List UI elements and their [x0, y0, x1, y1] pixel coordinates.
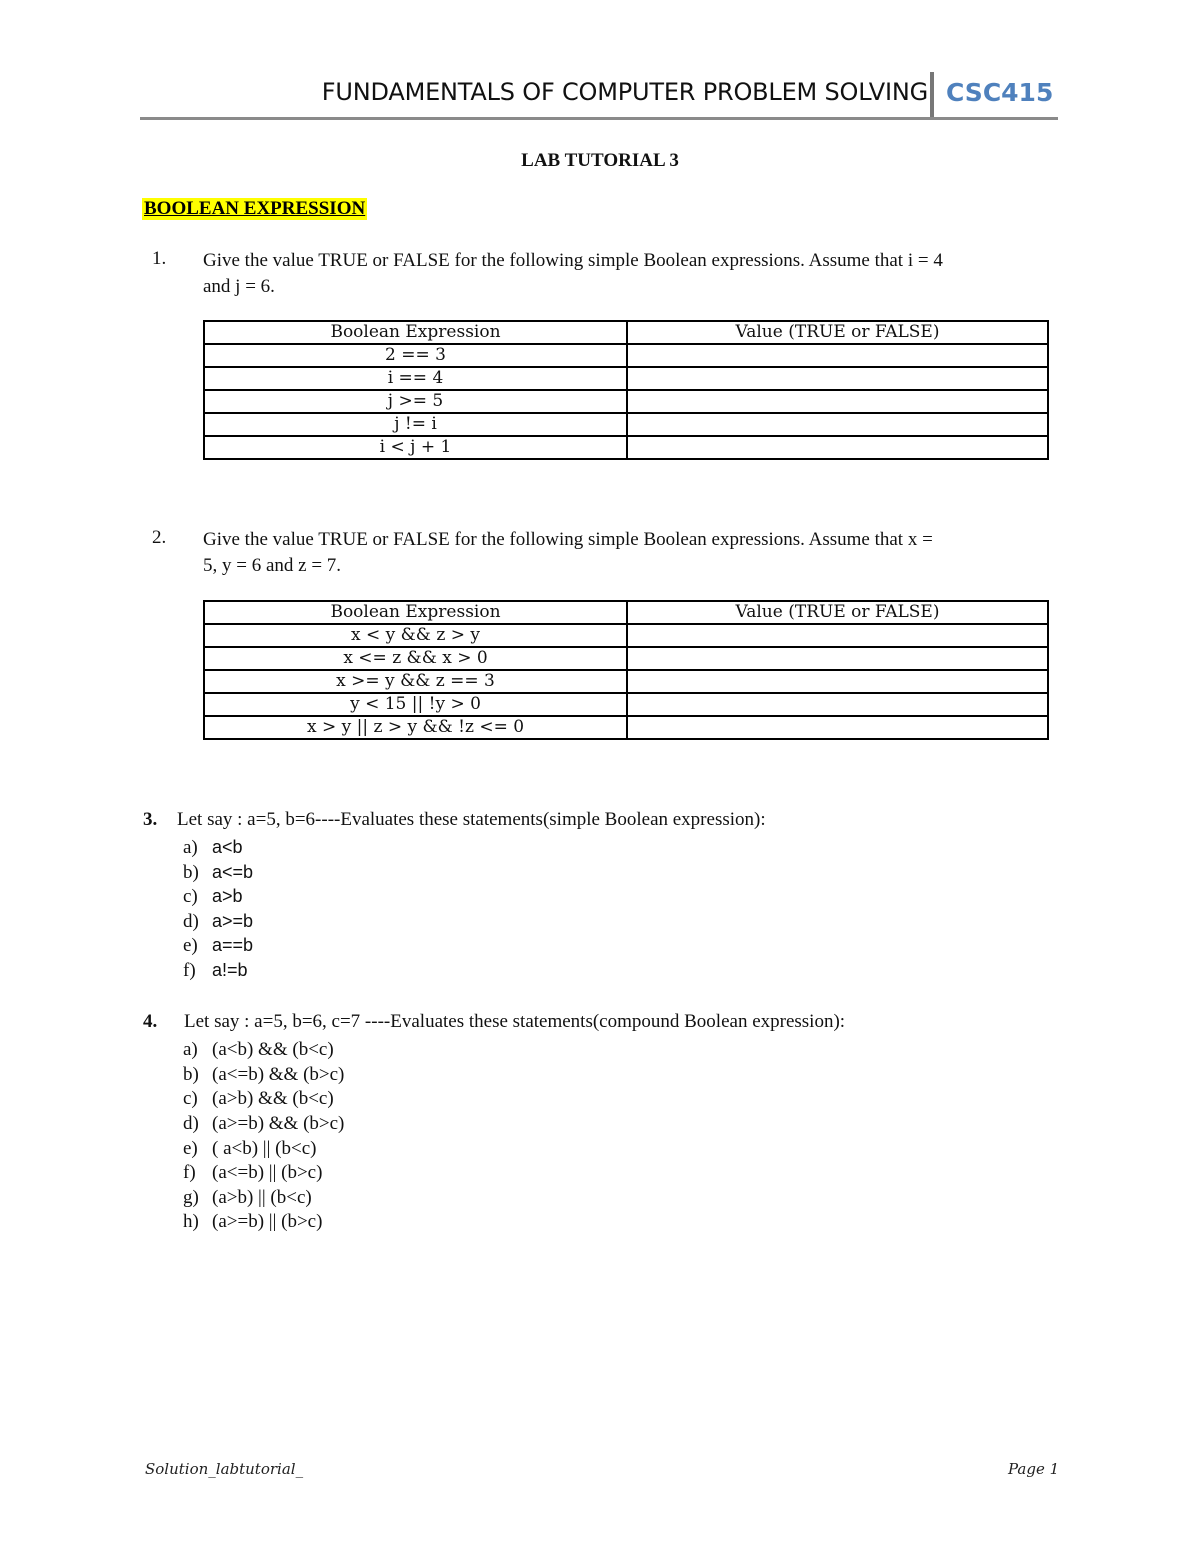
table-row — [204, 413, 1048, 436]
expression-cell: x < y && z > y — [204, 624, 627, 647]
list-item-label: d) — [183, 1113, 199, 1134]
list-item-label: b) — [183, 1064, 199, 1085]
list-item-expr: a<=b — [212, 862, 254, 882]
answer-cell[interactable] — [627, 670, 1048, 693]
expression-cell: i < j + 1 — [204, 436, 627, 459]
answer-cell[interactable] — [627, 647, 1048, 670]
footer-filename: Solution_labtutorial_ — [145, 1460, 304, 1478]
table-row — [204, 693, 1048, 716]
list-item-label: f) — [183, 1162, 196, 1183]
answer-cell[interactable] — [627, 624, 1048, 647]
list-item-expr: ( a<b) || (b<c) — [212, 1138, 317, 1159]
list-item-expr: a==b — [212, 935, 254, 955]
list-item-expr: a<b — [212, 837, 243, 857]
list-item-label: b) — [183, 862, 199, 883]
list-item-expr: a>b — [212, 886, 243, 906]
q2-number: 2. — [152, 527, 167, 548]
expression-cell: y < 15 || !y > 0 — [204, 693, 627, 716]
q4-text: Let say : a=5, b=6, c=7 ----Evaluates these statements(compound Boolean expression): — [184, 1011, 846, 1032]
list-item-expr: (a>=b) && (b>c) — [212, 1113, 345, 1134]
table-row — [204, 624, 1048, 647]
q2-text — [203, 527, 1053, 579]
table-row — [204, 647, 1048, 670]
list-item-expr: (a>b) && (b<c) — [212, 1088, 334, 1109]
answer-cell[interactable] — [627, 716, 1048, 739]
table-header-expression: Boolean Expression — [204, 321, 627, 344]
table-header-value: Value (TRUE or FALSE) — [627, 601, 1048, 624]
list-item-label: c) — [183, 1088, 198, 1109]
table-row — [204, 716, 1048, 739]
footer-page-number: Page 1 — [1008, 1460, 1060, 1478]
expression-cell: j >= 5 — [204, 390, 627, 413]
table-header-row — [204, 321, 1048, 344]
list-item-expr: a>=b — [212, 911, 254, 931]
expression-cell: x >= y && z == 3 — [204, 670, 627, 693]
table-header-value: Value (TRUE or FALSE) — [627, 321, 1048, 344]
expression-cell: j != i — [204, 413, 627, 436]
list-item-label: a) — [183, 837, 198, 858]
table-row — [204, 344, 1048, 367]
q1-table — [203, 320, 1049, 460]
list-item-label: h) — [183, 1211, 199, 1232]
answer-cell[interactable] — [627, 390, 1048, 413]
list-item-expr: (a>=b) || (b>c) — [212, 1211, 323, 1232]
list-item-label: c) — [183, 886, 198, 907]
q4-number: 4. — [143, 1011, 158, 1032]
header-separator — [930, 72, 934, 118]
answer-cell[interactable] — [627, 693, 1048, 716]
q1-text-line1: Give the value TRUE or FALSE for the following simple Boolean expressions. Assume that i = 4 — [203, 250, 943, 271]
answer-cell[interactable] — [627, 344, 1048, 367]
list-item-label: a) — [183, 1039, 198, 1060]
table-row — [204, 367, 1048, 390]
list-item-label: g) — [183, 1187, 199, 1208]
q2-text-line1: Give the value TRUE or FALSE for the following simple Boolean expressions. Assume that x = — [203, 529, 933, 550]
header-rule — [140, 117, 1058, 120]
table-row — [204, 390, 1048, 413]
q3-text: Let say : a=5, b=6----Evaluates these statements(simple Boolean expression): — [177, 809, 766, 830]
q1-text — [203, 248, 1053, 300]
q3-number: 3. — [143, 809, 158, 830]
answer-cell[interactable] — [627, 413, 1048, 436]
answer-cell[interactable] — [627, 367, 1048, 390]
list-item-label: e) — [183, 1138, 198, 1159]
expression-cell: x <= z && x > 0 — [204, 647, 627, 670]
list-item-expr: a!=b — [212, 960, 248, 980]
q2-text-line2: 5, y = 6 and z = 7. — [203, 555, 342, 576]
table-row — [204, 436, 1048, 459]
table-header-expression: Boolean Expression — [204, 601, 627, 624]
expression-cell: x > y || z > y && !z <= 0 — [204, 716, 627, 739]
list-item-expr: (a<=b) && (b>c) — [212, 1064, 345, 1085]
list-item-expr: (a<=b) || (b>c) — [212, 1162, 323, 1183]
list-item-label: e) — [183, 935, 198, 956]
list-item-expr: (a<b) && (b<c) — [212, 1039, 334, 1060]
table-header-row — [204, 601, 1048, 624]
course-code: CSC415 — [946, 78, 1054, 107]
q1-number: 1. — [152, 248, 167, 269]
q1-text-line2: and j = 6. — [203, 276, 275, 297]
section-title: BOOLEAN EXPRESSION — [144, 198, 366, 219]
expression-cell: i == 4 — [204, 367, 627, 390]
document-header-title: FUNDAMENTALS OF COMPUTER PROBLEM SOLVING — [321, 78, 928, 106]
list-item-label: f) — [183, 960, 196, 981]
list-item-label: d) — [183, 911, 199, 932]
expression-cell: 2 == 3 — [204, 344, 627, 367]
answer-cell[interactable] — [627, 436, 1048, 459]
lab-title: LAB TUTORIAL 3 — [521, 150, 679, 171]
q2-table — [203, 600, 1049, 740]
list-item-expr: (a>b) || (b<c) — [212, 1187, 312, 1208]
table-row — [204, 670, 1048, 693]
